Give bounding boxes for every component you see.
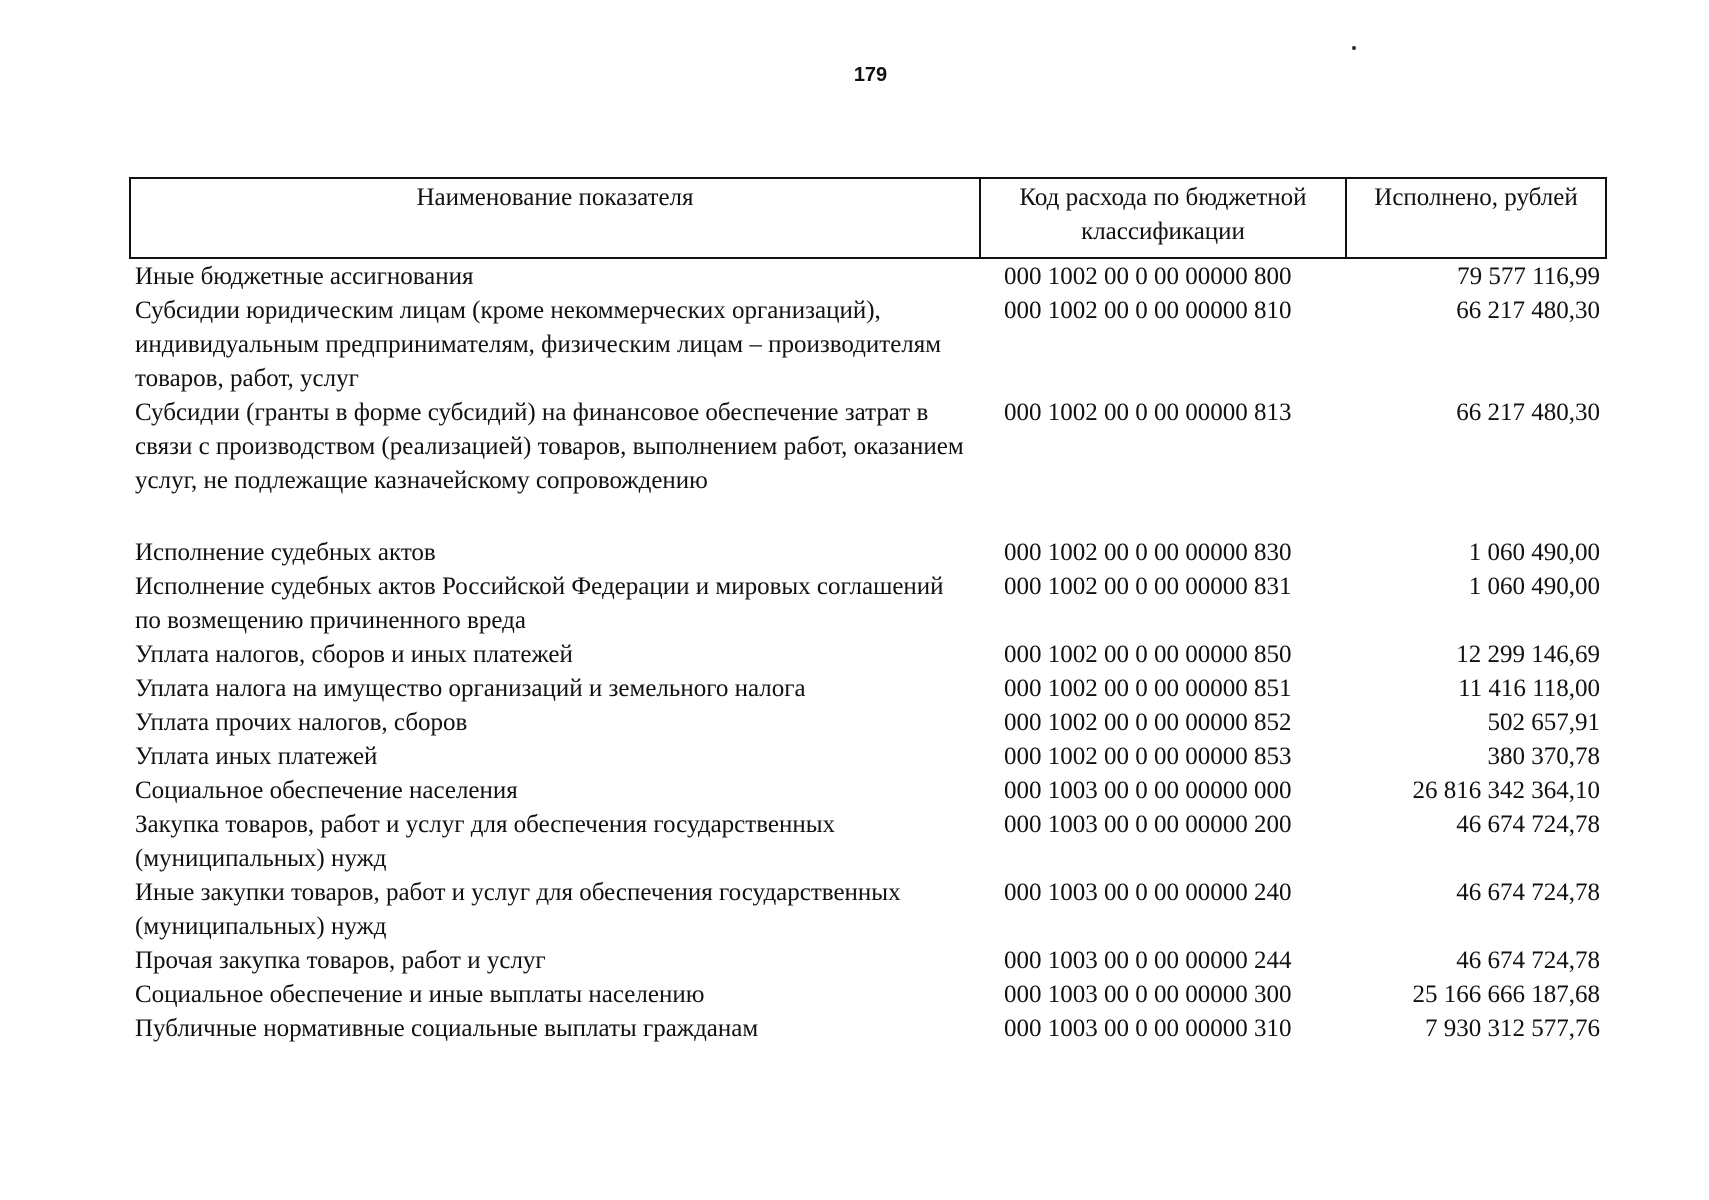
row-code: 000 1002 00 0 00 00000 850 [1004, 641, 1292, 668]
row-name: Исполнение судебных актов [135, 539, 436, 566]
row-code: 000 1002 00 0 00 00000 852 [1004, 709, 1292, 736]
row-name: Исполнение судебных актов Российской Федерации и мировых соглашений по возмещению причиненного вреда [135, 573, 944, 634]
row-name: Прочая закупка товаров, работ и услуг [135, 947, 546, 974]
row-amount: 380 370,78 [1487, 743, 1600, 770]
row-code: 000 1002 00 0 00 00000 830 [1004, 539, 1292, 566]
row-name: Уплата прочих налогов, сборов [135, 709, 468, 736]
row-name: Публичные нормативные социальные выплаты гражданам [135, 1015, 759, 1042]
scan-speck [1352, 46, 1356, 50]
row-code: 000 1002 00 0 00 00000 831 [1004, 573, 1292, 600]
row-amount: 502 657,91 [1487, 709, 1600, 736]
row-amount: 1 060 490,00 [1468, 573, 1600, 600]
table-row [130, 876, 1606, 944]
row-amount: 46 674 724,78 [1456, 879, 1600, 906]
table-row [130, 740, 1606, 774]
row-code: 000 1002 00 0 00 00000 853 [1004, 743, 1292, 770]
row-code: 000 1003 00 0 00 00000 300 [1004, 981, 1292, 1008]
table-body [130, 258, 1606, 1046]
page-number [0, 64, 1709, 87]
table-row [130, 978, 1606, 1012]
row-name: Социальное обеспечение и иные выплаты населению [135, 981, 705, 1008]
row-name: Субсидии юридическим лицам (кроме некоммерческих организаций), индивидуальным предпринимателям, физическим лицам – производителям товаров, работ, услуг [135, 297, 942, 392]
row-name: Уплата налога на имущество организаций и земельного налога [135, 675, 806, 702]
table-row [130, 570, 1606, 638]
table-row [130, 258, 1606, 294]
row-name: Иные бюджетные ассигнования [135, 263, 474, 290]
row-name: Закупка товаров, работ и услуг для обеспечения государственных (муниципальных) нужд [135, 811, 836, 872]
header-indicator-name: Наименование показателя [130, 178, 980, 258]
row-name: Уплата налогов, сборов и иных платежей [135, 641, 573, 668]
row-code: 000 1003 00 0 00 00000 200 [1004, 811, 1292, 838]
row-amount: 46 674 724,78 [1456, 811, 1600, 838]
table-row [130, 294, 1606, 396]
row-code: 000 1002 00 0 00 00000 800 [1004, 263, 1292, 290]
row-name: Уплата иных платежей [135, 743, 378, 770]
row-amount: 79 577 116,99 [1457, 263, 1600, 290]
row-code: 000 1002 00 0 00 00000 810 [1004, 297, 1292, 324]
row-code: 000 1003 00 0 00 00000 310 [1004, 1015, 1292, 1042]
row-code: 000 1002 00 0 00 00000 851 [1004, 675, 1292, 702]
row-code: 000 1003 00 0 00 00000 000 [1004, 777, 1292, 804]
row-amount: 7 930 312 577,76 [1425, 1015, 1600, 1042]
page-number-text: 179 [853, 64, 888, 86]
row-name: Социальное обеспечение населения [135, 777, 518, 804]
header-expense-code: Код расхода по бюджетной классификации [980, 178, 1346, 258]
table-row [130, 396, 1606, 536]
row-amount: 46 674 724,78 [1456, 947, 1600, 974]
row-name: Субсидии (гранты в форме субсидий) на финансовое обеспечение затрат в связи с производством (реализацией) товаров, выполнением работ, оказанием услуг, не подлежащие казначейскому сопровождению [135, 399, 964, 494]
table-row [130, 638, 1606, 672]
row-amount: 26 816 342 364,10 [1412, 777, 1600, 804]
table-row [130, 706, 1606, 740]
row-amount: 1 060 490,00 [1468, 539, 1600, 566]
table-row [130, 1012, 1606, 1046]
header-executed-amount: Исполнено, рублей [1346, 178, 1606, 258]
table-row [130, 536, 1606, 570]
row-code: 000 1003 00 0 00 00000 240 [1004, 879, 1292, 906]
budget-table-container [129, 177, 1605, 1046]
row-amount: 12 299 146,69 [1456, 641, 1600, 668]
row-amount: 25 166 666 187,68 [1412, 981, 1600, 1008]
row-code: 000 1002 00 0 00 00000 813 [1004, 399, 1292, 426]
row-amount: 66 217 480,30 [1456, 297, 1600, 324]
row-name: Иные закупки товаров, работ и услуг для обеспечения государственных (муниципальных) нужд [135, 879, 901, 940]
table-row [130, 944, 1606, 978]
budget-execution-table [129, 177, 1607, 1046]
table-row [130, 672, 1606, 706]
table-header [130, 178, 1606, 258]
row-code: 000 1003 00 0 00 00000 244 [1004, 947, 1292, 974]
table-row [130, 808, 1606, 876]
table-row [130, 774, 1606, 808]
row-amount: 66 217 480,30 [1456, 399, 1600, 426]
header-row [130, 178, 1606, 258]
row-amount: 11 416 118,00 [1458, 675, 1600, 702]
